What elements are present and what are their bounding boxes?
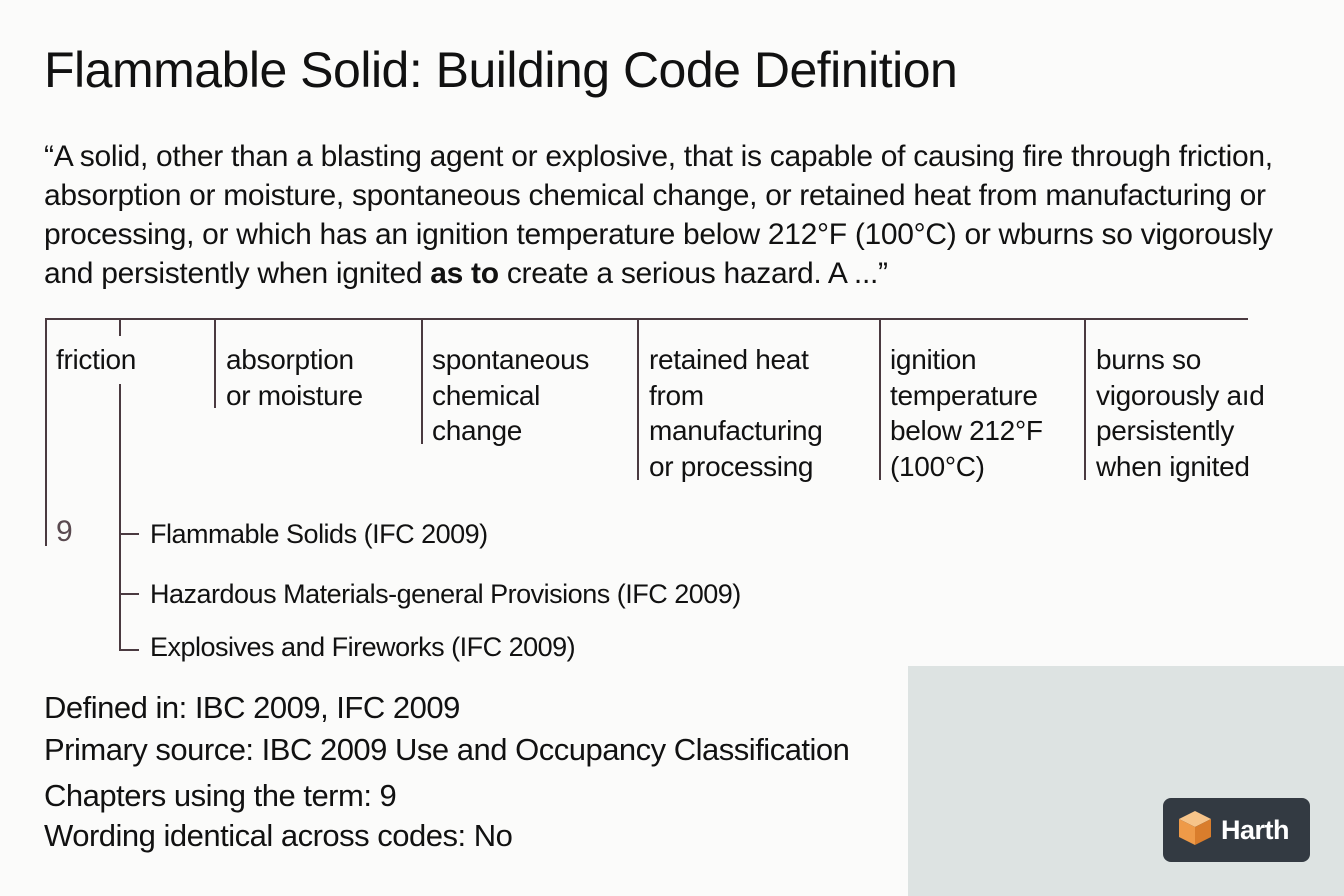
criterion-friction	[56, 342, 136, 378]
criterion-line: persistently	[1096, 415, 1235, 446]
chapter-number: 9	[56, 515, 73, 548]
criteria-divider-left	[45, 318, 47, 546]
criterion-line: or processing	[649, 450, 814, 482]
cube-logo-icon	[1175, 808, 1215, 853]
criterion-line: retained heat	[649, 344, 809, 375]
wording-identical: Wording identical across codes: No	[44, 818, 513, 853]
criterion-line: change	[432, 415, 523, 446]
tree-branch	[119, 649, 139, 651]
tree-branch	[119, 533, 139, 535]
criterion-line: (100°C)	[890, 450, 985, 482]
criterion-line: from	[649, 379, 704, 411]
chapters-using: Chapters using the term: 9	[44, 778, 397, 813]
criterion-retained-heat	[649, 342, 823, 484]
criterion-spontaneous	[432, 342, 589, 449]
criterion-line: below 212°F	[890, 415, 1043, 446]
quote-emphasis: as to	[430, 257, 499, 290]
tree-connector-main	[119, 384, 121, 650]
criterion-line: friction	[56, 344, 137, 375]
brand-badge[interactable]	[1163, 798, 1310, 862]
criterion-line: chemical	[432, 379, 541, 411]
quote-text-2: create a serious hazard. A ...”	[498, 257, 888, 290]
criteria-top-rule	[45, 318, 1248, 320]
criterion-line: absorption	[226, 344, 354, 375]
criterion-line: when ignited	[1096, 450, 1250, 482]
primary-source: Primary source: IBC 2009 Use and Occupancy Classification	[44, 732, 850, 767]
tree-connector-top	[119, 318, 121, 336]
brand-logo-text: Harth	[1221, 814, 1290, 845]
criteria-divider-6	[1084, 318, 1086, 480]
page-title: Flammable Solid: Building Code Definition	[44, 42, 958, 98]
criteria-divider-2	[214, 318, 216, 408]
quote-text-1: “A solid, other than a blasting agent or explosive, that is capable of causing fire through friction, absorption or moisture, spontaneous chemical change, or retained heat from manufacturing or processing, or which has an ignition temperature below 212°F (100°C) or wburns so vigorously and persistently when ignited	[44, 140, 1273, 290]
section-hazardous-materials[interactable]: Hazardous Materials-general Provisions (IFC 2009)	[150, 579, 741, 609]
tree-branch	[119, 593, 139, 595]
definition-quote	[44, 137, 1324, 293]
criterion-absorption	[226, 342, 363, 413]
criterion-line: burns so	[1096, 344, 1201, 375]
criteria-divider-5	[879, 318, 881, 480]
defined-in: Defined in: IBC 2009, IFC 2009	[44, 690, 460, 725]
criterion-line: ignition	[890, 344, 977, 375]
criterion-ignition-temperature	[890, 342, 1043, 484]
criterion-line: or moisture	[226, 379, 363, 411]
criterion-burns-vigorously	[1096, 342, 1265, 484]
section-flammable-solids[interactable]: Flammable Solids (IFC 2009)	[150, 519, 488, 549]
criterion-line: manufacturing	[649, 415, 823, 446]
criterion-line: spontaneous	[432, 344, 590, 375]
criterion-line: vigorously aıd	[1096, 379, 1265, 411]
criterion-line: temperature	[890, 379, 1038, 411]
criteria-divider-4	[637, 318, 639, 480]
section-explosives-fireworks[interactable]: Explosives and Fireworks (IFC 2009)	[150, 632, 576, 662]
criteria-divider-3	[421, 318, 423, 444]
